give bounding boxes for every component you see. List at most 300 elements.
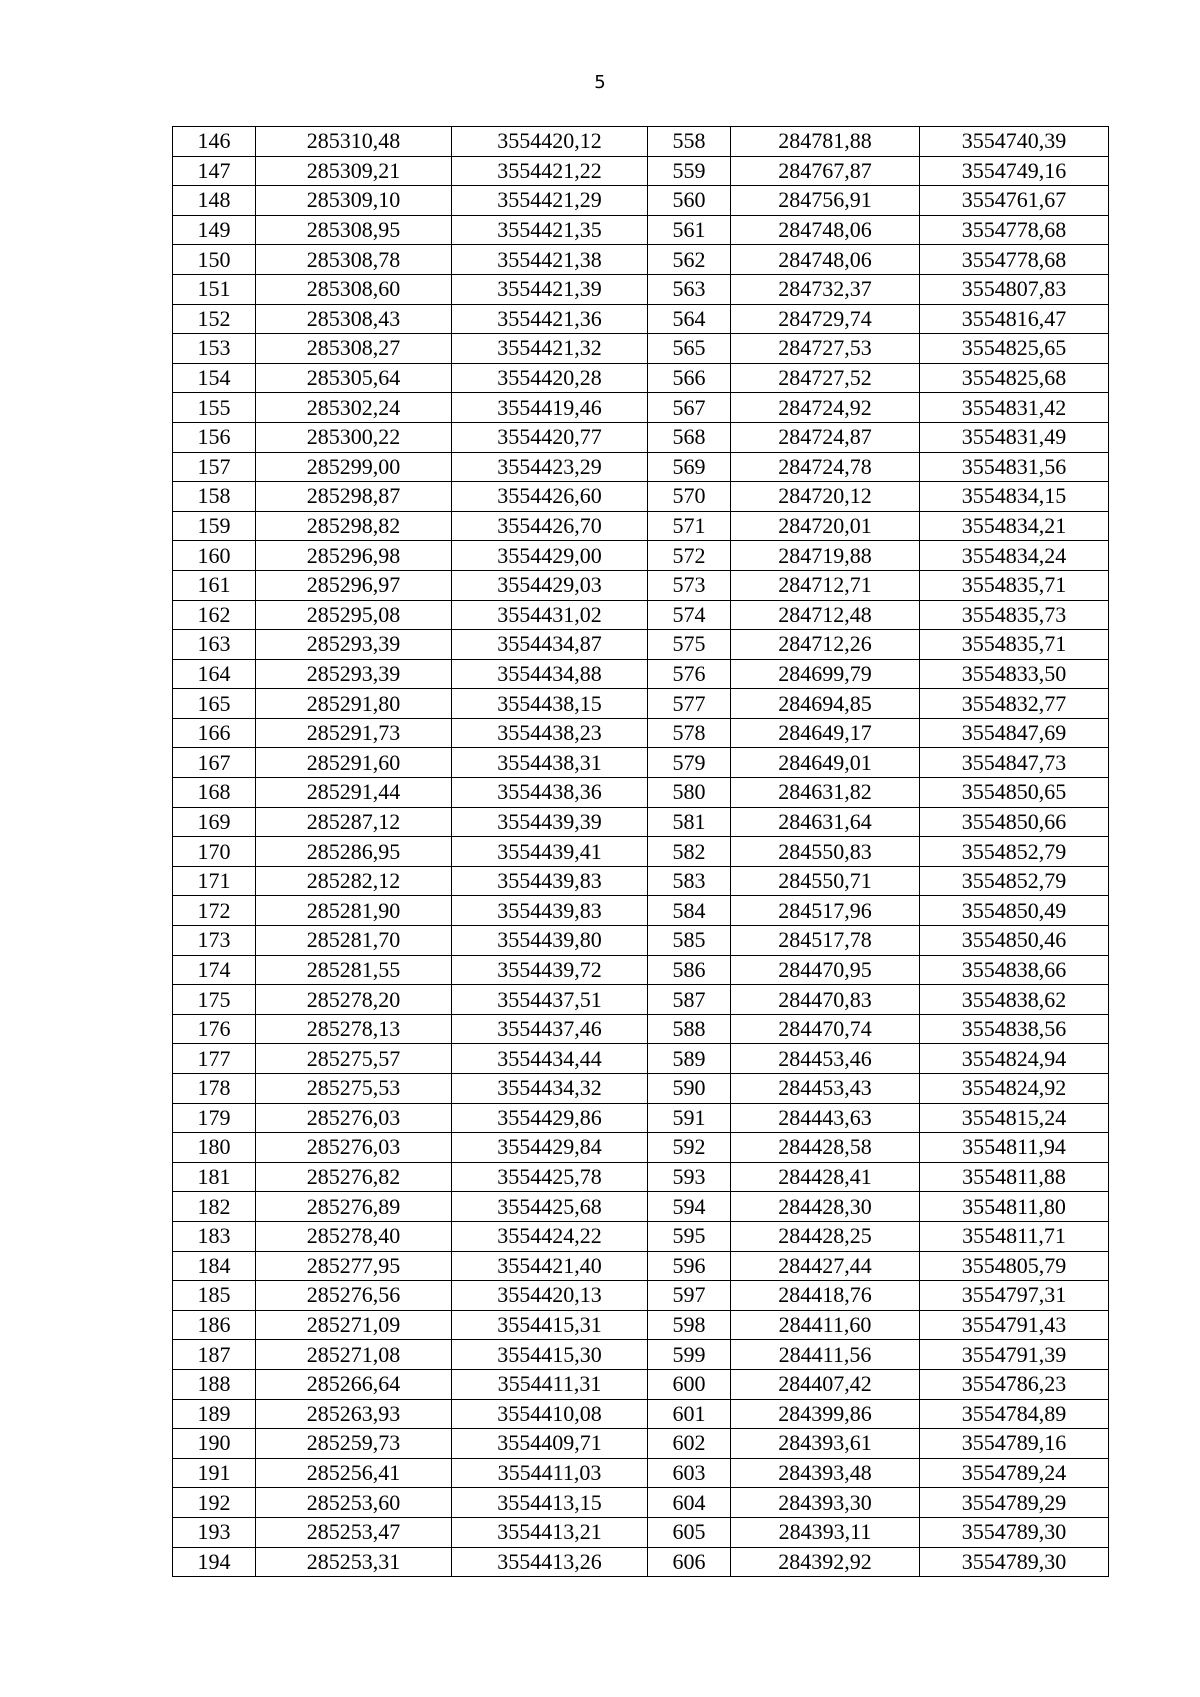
table-row <box>173 1044 1109 1074</box>
point-number-cell: 182 <box>173 1192 256 1222</box>
point-number-cell: 574 <box>648 600 731 630</box>
point-number-cell: 589 <box>648 1044 731 1074</box>
x-coordinate-cell: 284393,30 <box>731 1488 920 1518</box>
x-coordinate-cell: 285299,00 <box>256 452 452 482</box>
y-coordinate-cell: 3554749,16 <box>920 156 1109 186</box>
y-coordinate-cell: 3554824,92 <box>920 1074 1109 1104</box>
point-number-cell: 585 <box>648 926 731 956</box>
x-coordinate-cell: 284407,42 <box>731 1369 920 1399</box>
table-row <box>173 245 1109 275</box>
y-coordinate-cell: 3554838,66 <box>920 955 1109 985</box>
y-coordinate-cell: 3554831,49 <box>920 422 1109 452</box>
table-row <box>173 1221 1109 1251</box>
coordinates-table <box>172 126 1109 1577</box>
table-row <box>173 393 1109 423</box>
x-coordinate-cell: 285308,60 <box>256 274 452 304</box>
x-coordinate-cell: 284712,26 <box>731 630 920 660</box>
x-coordinate-cell: 285291,60 <box>256 748 452 778</box>
table-row <box>173 630 1109 660</box>
y-coordinate-cell: 3554825,65 <box>920 334 1109 364</box>
point-number-cell: 175 <box>173 985 256 1015</box>
y-coordinate-cell: 3554784,89 <box>920 1399 1109 1429</box>
y-coordinate-cell: 3554834,15 <box>920 482 1109 512</box>
x-coordinate-cell: 284428,41 <box>731 1162 920 1192</box>
x-coordinate-cell: 284392,92 <box>731 1547 920 1577</box>
point-number-cell: 148 <box>173 186 256 216</box>
point-number-cell: 601 <box>648 1399 731 1429</box>
point-number-cell: 166 <box>173 718 256 748</box>
y-coordinate-cell: 3554429,03 <box>452 570 648 600</box>
y-coordinate-cell: 3554413,26 <box>452 1547 648 1577</box>
x-coordinate-cell: 284727,53 <box>731 334 920 364</box>
x-coordinate-cell: 285278,13 <box>256 1014 452 1044</box>
x-coordinate-cell: 285266,64 <box>256 1369 452 1399</box>
y-coordinate-cell: 3554815,24 <box>920 1103 1109 1133</box>
x-coordinate-cell: 284428,25 <box>731 1221 920 1251</box>
table-row <box>173 955 1109 985</box>
y-coordinate-cell: 3554439,83 <box>452 896 648 926</box>
point-number-cell: 189 <box>173 1399 256 1429</box>
x-coordinate-cell: 285309,10 <box>256 186 452 216</box>
point-number-cell: 600 <box>648 1369 731 1399</box>
x-coordinate-cell: 284470,83 <box>731 985 920 1015</box>
x-coordinate-cell: 284724,78 <box>731 452 920 482</box>
y-coordinate-cell: 3554431,02 <box>452 600 648 630</box>
point-number-cell: 596 <box>648 1251 731 1281</box>
point-number-cell: 572 <box>648 541 731 571</box>
x-coordinate-cell: 284393,61 <box>731 1429 920 1459</box>
point-number-cell: 180 <box>173 1133 256 1163</box>
y-coordinate-cell: 3554420,13 <box>452 1281 648 1311</box>
x-coordinate-cell: 285253,31 <box>256 1547 452 1577</box>
x-coordinate-cell: 284550,83 <box>731 837 920 867</box>
x-coordinate-cell: 284649,17 <box>731 718 920 748</box>
y-coordinate-cell: 3554838,62 <box>920 985 1109 1015</box>
point-number-cell: 567 <box>648 393 731 423</box>
point-number-cell: 606 <box>648 1547 731 1577</box>
x-coordinate-cell: 285281,55 <box>256 955 452 985</box>
y-coordinate-cell: 3554413,15 <box>452 1488 648 1518</box>
point-number-cell: 170 <box>173 837 256 867</box>
x-coordinate-cell: 285275,57 <box>256 1044 452 1074</box>
point-number-cell: 593 <box>648 1162 731 1192</box>
y-coordinate-cell: 3554409,71 <box>452 1429 648 1459</box>
y-coordinate-cell: 3554791,43 <box>920 1310 1109 1340</box>
y-coordinate-cell: 3554439,72 <box>452 955 648 985</box>
point-number-cell: 151 <box>173 274 256 304</box>
y-coordinate-cell: 3554421,39 <box>452 274 648 304</box>
table-row <box>173 482 1109 512</box>
x-coordinate-cell: 284631,64 <box>731 807 920 837</box>
point-number-cell: 599 <box>648 1340 731 1370</box>
y-coordinate-cell: 3554420,28 <box>452 363 648 393</box>
x-coordinate-cell: 285305,64 <box>256 363 452 393</box>
point-number-cell: 573 <box>648 570 731 600</box>
table-row <box>173 1074 1109 1104</box>
point-number-cell: 156 <box>173 422 256 452</box>
x-coordinate-cell: 285298,87 <box>256 482 452 512</box>
x-coordinate-cell: 284470,95 <box>731 955 920 985</box>
table-row <box>173 127 1109 157</box>
point-number-cell: 158 <box>173 482 256 512</box>
point-number-cell: 172 <box>173 896 256 926</box>
point-number-cell: 583 <box>648 866 731 896</box>
y-coordinate-cell: 3554835,73 <box>920 600 1109 630</box>
point-number-cell: 187 <box>173 1340 256 1370</box>
point-number-cell: 564 <box>648 304 731 334</box>
y-coordinate-cell: 3554811,80 <box>920 1192 1109 1222</box>
x-coordinate-cell: 285256,41 <box>256 1458 452 1488</box>
y-coordinate-cell: 3554438,23 <box>452 718 648 748</box>
table-row <box>173 1103 1109 1133</box>
table-row <box>173 274 1109 304</box>
point-number-cell: 571 <box>648 511 731 541</box>
point-number-cell: 582 <box>648 837 731 867</box>
y-coordinate-cell: 3554437,51 <box>452 985 648 1015</box>
table-row <box>173 334 1109 364</box>
table-row <box>173 1162 1109 1192</box>
table-row <box>173 215 1109 245</box>
y-coordinate-cell: 3554425,78 <box>452 1162 648 1192</box>
x-coordinate-cell: 285281,70 <box>256 926 452 956</box>
x-coordinate-cell: 285300,22 <box>256 422 452 452</box>
x-coordinate-cell: 284411,60 <box>731 1310 920 1340</box>
x-coordinate-cell: 285276,03 <box>256 1133 452 1163</box>
x-coordinate-cell: 285259,73 <box>256 1429 452 1459</box>
y-coordinate-cell: 3554791,39 <box>920 1340 1109 1370</box>
table-row <box>173 837 1109 867</box>
y-coordinate-cell: 3554740,39 <box>920 127 1109 157</box>
table-row <box>173 896 1109 926</box>
y-coordinate-cell: 3554789,29 <box>920 1488 1109 1518</box>
y-coordinate-cell: 3554413,21 <box>452 1517 648 1547</box>
y-coordinate-cell: 3554439,80 <box>452 926 648 956</box>
point-number-cell: 561 <box>648 215 731 245</box>
point-number-cell: 603 <box>648 1458 731 1488</box>
y-coordinate-cell: 3554411,03 <box>452 1458 648 1488</box>
point-number-cell: 191 <box>173 1458 256 1488</box>
x-coordinate-cell: 284767,87 <box>731 156 920 186</box>
y-coordinate-cell: 3554420,77 <box>452 422 648 452</box>
x-coordinate-cell: 284712,48 <box>731 600 920 630</box>
y-coordinate-cell: 3554421,32 <box>452 334 648 364</box>
x-coordinate-cell: 285309,21 <box>256 156 452 186</box>
point-number-cell: 575 <box>648 630 731 660</box>
point-number-cell: 162 <box>173 600 256 630</box>
x-coordinate-cell: 284399,86 <box>731 1399 920 1429</box>
x-coordinate-cell: 284517,78 <box>731 926 920 956</box>
y-coordinate-cell: 3554439,41 <box>452 837 648 867</box>
y-coordinate-cell: 3554437,46 <box>452 1014 648 1044</box>
point-number-cell: 565 <box>648 334 731 364</box>
x-coordinate-cell: 284427,44 <box>731 1251 920 1281</box>
table-row <box>173 156 1109 186</box>
x-coordinate-cell: 284428,30 <box>731 1192 920 1222</box>
point-number-cell: 186 <box>173 1310 256 1340</box>
x-coordinate-cell: 284756,91 <box>731 186 920 216</box>
point-number-cell: 560 <box>648 186 731 216</box>
point-number-cell: 566 <box>648 363 731 393</box>
x-coordinate-cell: 284418,76 <box>731 1281 920 1311</box>
point-number-cell: 597 <box>648 1281 731 1311</box>
point-number-cell: 177 <box>173 1044 256 1074</box>
point-number-cell: 176 <box>173 1014 256 1044</box>
y-coordinate-cell: 3554420,12 <box>452 127 648 157</box>
table-row <box>173 748 1109 778</box>
x-coordinate-cell: 285308,43 <box>256 304 452 334</box>
table-row <box>173 1429 1109 1459</box>
point-number-cell: 591 <box>648 1103 731 1133</box>
y-coordinate-cell: 3554852,79 <box>920 866 1109 896</box>
x-coordinate-cell: 284724,87 <box>731 422 920 452</box>
y-coordinate-cell: 3554850,65 <box>920 778 1109 808</box>
x-coordinate-cell: 284727,52 <box>731 363 920 393</box>
y-coordinate-cell: 3554847,73 <box>920 748 1109 778</box>
point-number-cell: 150 <box>173 245 256 275</box>
y-coordinate-cell: 3554415,30 <box>452 1340 648 1370</box>
point-number-cell: 185 <box>173 1281 256 1311</box>
point-number-cell: 584 <box>648 896 731 926</box>
y-coordinate-cell: 3554411,31 <box>452 1369 648 1399</box>
point-number-cell: 160 <box>173 541 256 571</box>
point-number-cell: 586 <box>648 955 731 985</box>
point-number-cell: 592 <box>648 1133 731 1163</box>
x-coordinate-cell: 285276,89 <box>256 1192 452 1222</box>
y-coordinate-cell: 3554789,30 <box>920 1547 1109 1577</box>
point-number-cell: 192 <box>173 1488 256 1518</box>
y-coordinate-cell: 3554434,87 <box>452 630 648 660</box>
y-coordinate-cell: 3554833,50 <box>920 659 1109 689</box>
point-number-cell: 193 <box>173 1517 256 1547</box>
x-coordinate-cell: 284724,92 <box>731 393 920 423</box>
point-number-cell: 576 <box>648 659 731 689</box>
x-coordinate-cell: 285253,47 <box>256 1517 452 1547</box>
point-number-cell: 155 <box>173 393 256 423</box>
y-coordinate-cell: 3554847,69 <box>920 718 1109 748</box>
y-coordinate-cell: 3554439,39 <box>452 807 648 837</box>
point-number-cell: 578 <box>648 718 731 748</box>
y-coordinate-cell: 3554811,71 <box>920 1221 1109 1251</box>
x-coordinate-cell: 284443,63 <box>731 1103 920 1133</box>
x-coordinate-cell: 284719,88 <box>731 541 920 571</box>
table-row <box>173 1014 1109 1044</box>
x-coordinate-cell: 284748,06 <box>731 245 920 275</box>
x-coordinate-cell: 285276,03 <box>256 1103 452 1133</box>
y-coordinate-cell: 3554424,22 <box>452 1221 648 1251</box>
y-coordinate-cell: 3554789,30 <box>920 1517 1109 1547</box>
y-coordinate-cell: 3554850,49 <box>920 896 1109 926</box>
x-coordinate-cell: 285277,95 <box>256 1251 452 1281</box>
x-coordinate-cell: 285308,27 <box>256 334 452 364</box>
y-coordinate-cell: 3554831,42 <box>920 393 1109 423</box>
x-coordinate-cell: 284720,12 <box>731 482 920 512</box>
x-coordinate-cell: 285281,90 <box>256 896 452 926</box>
table-row <box>173 866 1109 896</box>
y-coordinate-cell: 3554434,32 <box>452 1074 648 1104</box>
y-coordinate-cell: 3554426,60 <box>452 482 648 512</box>
x-coordinate-cell: 285263,93 <box>256 1399 452 1429</box>
x-coordinate-cell: 285291,80 <box>256 689 452 719</box>
point-number-cell: 184 <box>173 1251 256 1281</box>
y-coordinate-cell: 3554438,31 <box>452 748 648 778</box>
y-coordinate-cell: 3554786,23 <box>920 1369 1109 1399</box>
point-number-cell: 594 <box>648 1192 731 1222</box>
table-row <box>173 511 1109 541</box>
point-number-cell: 163 <box>173 630 256 660</box>
y-coordinate-cell: 3554425,68 <box>452 1192 648 1222</box>
y-coordinate-cell: 3554429,84 <box>452 1133 648 1163</box>
y-coordinate-cell: 3554438,15 <box>452 689 648 719</box>
y-coordinate-cell: 3554421,40 <box>452 1251 648 1281</box>
table-row <box>173 570 1109 600</box>
y-coordinate-cell: 3554835,71 <box>920 570 1109 600</box>
point-number-cell: 165 <box>173 689 256 719</box>
point-number-cell: 169 <box>173 807 256 837</box>
point-number-cell: 167 <box>173 748 256 778</box>
point-number-cell: 579 <box>648 748 731 778</box>
x-coordinate-cell: 284470,74 <box>731 1014 920 1044</box>
y-coordinate-cell: 3554835,71 <box>920 630 1109 660</box>
point-number-cell: 588 <box>648 1014 731 1044</box>
point-number-cell: 563 <box>648 274 731 304</box>
y-coordinate-cell: 3554811,94 <box>920 1133 1109 1163</box>
x-coordinate-cell: 284453,43 <box>731 1074 920 1104</box>
y-coordinate-cell: 3554778,68 <box>920 245 1109 275</box>
table-row <box>173 1488 1109 1518</box>
table-row <box>173 1340 1109 1370</box>
y-coordinate-cell: 3554421,38 <box>452 245 648 275</box>
x-coordinate-cell: 285271,08 <box>256 1340 452 1370</box>
x-coordinate-cell: 284712,71 <box>731 570 920 600</box>
table-row <box>173 1281 1109 1311</box>
x-coordinate-cell: 285276,82 <box>256 1162 452 1192</box>
y-coordinate-cell: 3554439,83 <box>452 866 648 896</box>
x-coordinate-cell: 285296,98 <box>256 541 452 571</box>
y-coordinate-cell: 3554789,16 <box>920 1429 1109 1459</box>
point-number-cell: 577 <box>648 689 731 719</box>
y-coordinate-cell: 3554423,29 <box>452 452 648 482</box>
point-number-cell: 188 <box>173 1369 256 1399</box>
table-row <box>173 1547 1109 1577</box>
table-row <box>173 1133 1109 1163</box>
table-row <box>173 1458 1109 1488</box>
point-number-cell: 153 <box>173 334 256 364</box>
y-coordinate-cell: 3554415,31 <box>452 1310 648 1340</box>
y-coordinate-cell: 3554419,46 <box>452 393 648 423</box>
point-number-cell: 183 <box>173 1221 256 1251</box>
x-coordinate-cell: 285282,12 <box>256 866 452 896</box>
x-coordinate-cell: 284393,11 <box>731 1517 920 1547</box>
x-coordinate-cell: 285287,12 <box>256 807 452 837</box>
x-coordinate-cell: 285291,73 <box>256 718 452 748</box>
x-coordinate-cell: 284411,56 <box>731 1340 920 1370</box>
x-coordinate-cell: 284694,85 <box>731 689 920 719</box>
y-coordinate-cell: 3554832,77 <box>920 689 1109 719</box>
y-coordinate-cell: 3554778,68 <box>920 215 1109 245</box>
table-row <box>173 452 1109 482</box>
point-number-cell: 181 <box>173 1162 256 1192</box>
y-coordinate-cell: 3554824,94 <box>920 1044 1109 1074</box>
table-row <box>173 659 1109 689</box>
point-number-cell: 168 <box>173 778 256 808</box>
point-number-cell: 157 <box>173 452 256 482</box>
y-coordinate-cell: 3554797,31 <box>920 1281 1109 1311</box>
point-number-cell: 604 <box>648 1488 731 1518</box>
x-coordinate-cell: 284517,96 <box>731 896 920 926</box>
y-coordinate-cell: 3554852,79 <box>920 837 1109 867</box>
point-number-cell: 173 <box>173 926 256 956</box>
point-number-cell: 178 <box>173 1074 256 1104</box>
x-coordinate-cell: 285298,82 <box>256 511 452 541</box>
point-number-cell: 159 <box>173 511 256 541</box>
y-coordinate-cell: 3554434,44 <box>452 1044 648 1074</box>
y-coordinate-cell: 3554421,29 <box>452 186 648 216</box>
x-coordinate-cell: 284781,88 <box>731 127 920 157</box>
table-row <box>173 304 1109 334</box>
table-row <box>173 1310 1109 1340</box>
x-coordinate-cell: 285293,39 <box>256 630 452 660</box>
y-coordinate-cell: 3554426,70 <box>452 511 648 541</box>
x-coordinate-cell: 284729,74 <box>731 304 920 334</box>
table-row <box>173 1517 1109 1547</box>
point-number-cell: 590 <box>648 1074 731 1104</box>
x-coordinate-cell: 285308,78 <box>256 245 452 275</box>
table-row <box>173 600 1109 630</box>
point-number-cell: 190 <box>173 1429 256 1459</box>
x-coordinate-cell: 285310,48 <box>256 127 452 157</box>
y-coordinate-cell: 3554410,08 <box>452 1399 648 1429</box>
point-number-cell: 598 <box>648 1310 731 1340</box>
y-coordinate-cell: 3554421,36 <box>452 304 648 334</box>
point-number-cell: 149 <box>173 215 256 245</box>
table-row <box>173 807 1109 837</box>
table-row <box>173 186 1109 216</box>
table-row <box>173 718 1109 748</box>
x-coordinate-cell: 284649,01 <box>731 748 920 778</box>
x-coordinate-cell: 285253,60 <box>256 1488 452 1518</box>
x-coordinate-cell: 284720,01 <box>731 511 920 541</box>
point-number-cell: 161 <box>173 570 256 600</box>
x-coordinate-cell: 285275,53 <box>256 1074 452 1104</box>
y-coordinate-cell: 3554834,24 <box>920 541 1109 571</box>
point-number-cell: 147 <box>173 156 256 186</box>
y-coordinate-cell: 3554789,24 <box>920 1458 1109 1488</box>
y-coordinate-cell: 3554421,35 <box>452 215 648 245</box>
x-coordinate-cell: 285286,95 <box>256 837 452 867</box>
point-number-cell: 558 <box>648 127 731 157</box>
point-number-cell: 174 <box>173 955 256 985</box>
point-number-cell: 569 <box>648 452 731 482</box>
y-coordinate-cell: 3554825,68 <box>920 363 1109 393</box>
y-coordinate-cell: 3554850,66 <box>920 807 1109 837</box>
table-row <box>173 422 1109 452</box>
x-coordinate-cell: 284732,37 <box>731 274 920 304</box>
point-number-cell: 580 <box>648 778 731 808</box>
point-number-cell: 587 <box>648 985 731 1015</box>
table-row <box>173 1251 1109 1281</box>
table-row <box>173 1192 1109 1222</box>
y-coordinate-cell: 3554421,22 <box>452 156 648 186</box>
table-row <box>173 778 1109 808</box>
x-coordinate-cell: 284550,71 <box>731 866 920 896</box>
coordinates-table-body <box>173 127 1109 1577</box>
point-number-cell: 605 <box>648 1517 731 1547</box>
point-number-cell: 581 <box>648 807 731 837</box>
point-number-cell: 164 <box>173 659 256 689</box>
table-row <box>173 689 1109 719</box>
x-coordinate-cell: 285295,08 <box>256 600 452 630</box>
y-coordinate-cell: 3554838,56 <box>920 1014 1109 1044</box>
